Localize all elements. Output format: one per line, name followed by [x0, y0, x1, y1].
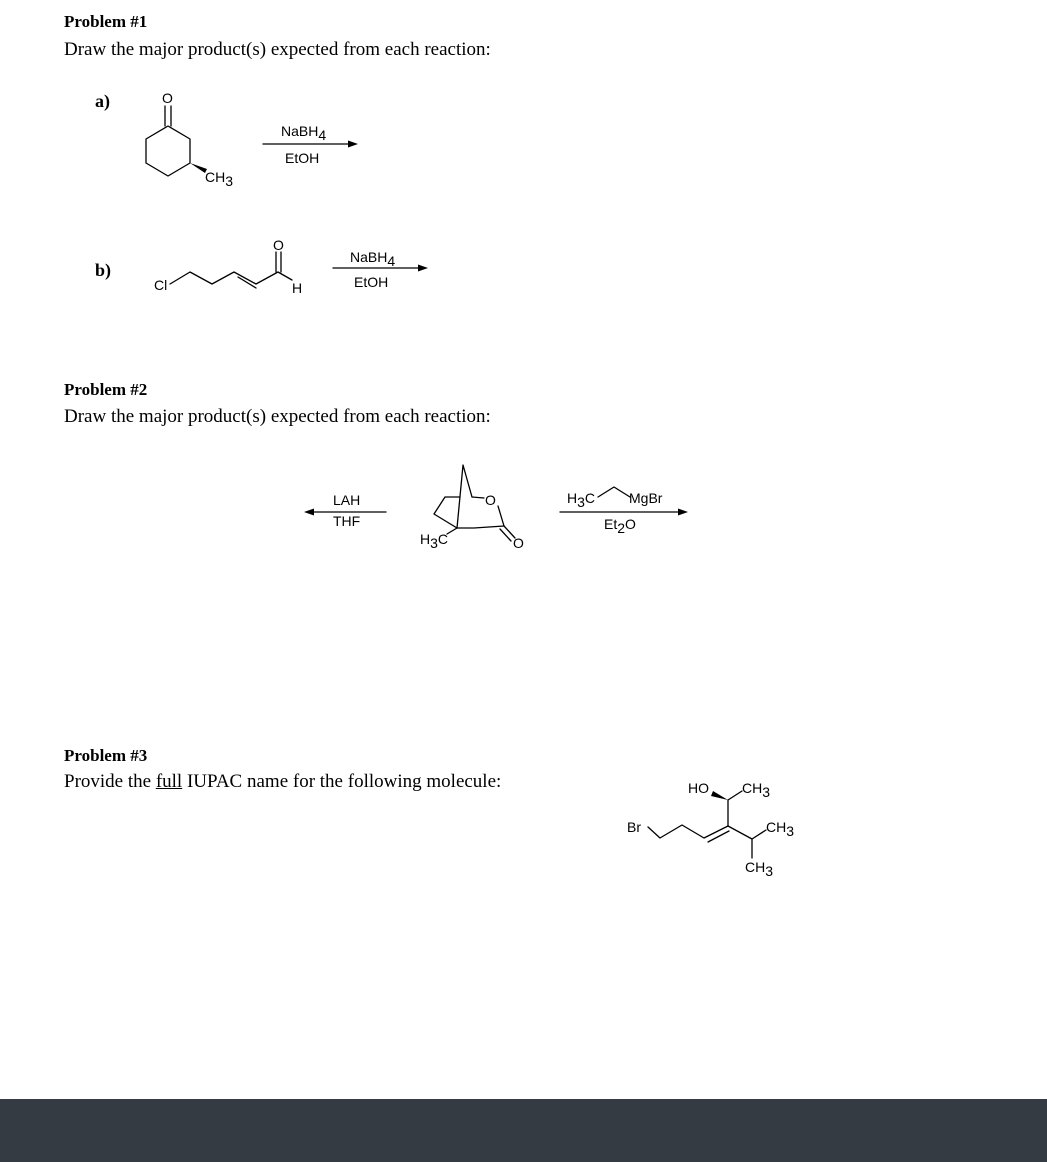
problem-3-heading: Problem #3 — [64, 746, 148, 765]
part-b-label: b) — [95, 260, 112, 280]
methyl-bottom: CH3 — [745, 859, 774, 879]
problem-1-heading: Problem #1 — [64, 12, 148, 31]
main-chain — [648, 825, 752, 858]
problem-3-instruction: Provide the full IUPAC name for the following molecule: — [64, 771, 502, 792]
underlined-full: full — [155, 771, 183, 792]
problem-2-instruction: Draw the major product(s) expected from each reaction: — [64, 406, 491, 427]
reagent-b-bottom: EtOH — [354, 274, 389, 290]
grignard-h3c: H3C — [567, 490, 596, 510]
aldehyde-oxygen: O — [273, 237, 284, 253]
chlorine-atom: Cl — [154, 277, 168, 293]
oxygen-atom: O — [162, 90, 173, 106]
reagent-a-bottom: EtOH — [285, 150, 320, 166]
carbonyl-oxygen: O — [513, 535, 524, 551]
solvent-et2o: Et2O — [604, 516, 636, 536]
aldehyde-hydrogen: H — [292, 280, 303, 296]
isopropyl-bond — [752, 830, 766, 839]
alkene-inner — [708, 831, 729, 842]
footer-bar — [0, 1099, 1047, 1162]
bromine-atom: Br — [627, 819, 641, 835]
methyl-right: CH3 — [766, 819, 795, 839]
problem-2-heading: Problem #2 — [64, 380, 148, 399]
reagent-lah: LAH — [333, 492, 361, 508]
methyl-bond-3 — [728, 791, 742, 800]
reagent-thf: THF — [333, 513, 361, 529]
wedge-bond-oh — [711, 791, 728, 800]
reagent-b-top: NaBH4 — [350, 249, 396, 269]
part-a-label: a) — [95, 91, 110, 111]
methyl-label: H3C — [420, 531, 449, 551]
methyl-top: CH3 — [742, 780, 771, 800]
problem-1-instruction: Draw the major product(s) expected from each reaction: — [64, 39, 491, 60]
ring-oxygen: O — [485, 492, 496, 508]
reagent-a-top: NaBH4 — [281, 123, 327, 143]
grignard-mgbr: MgBr — [629, 490, 663, 506]
hydroxyl-group: HO — [688, 780, 709, 796]
methyl-group: CH3 — [205, 169, 234, 189]
